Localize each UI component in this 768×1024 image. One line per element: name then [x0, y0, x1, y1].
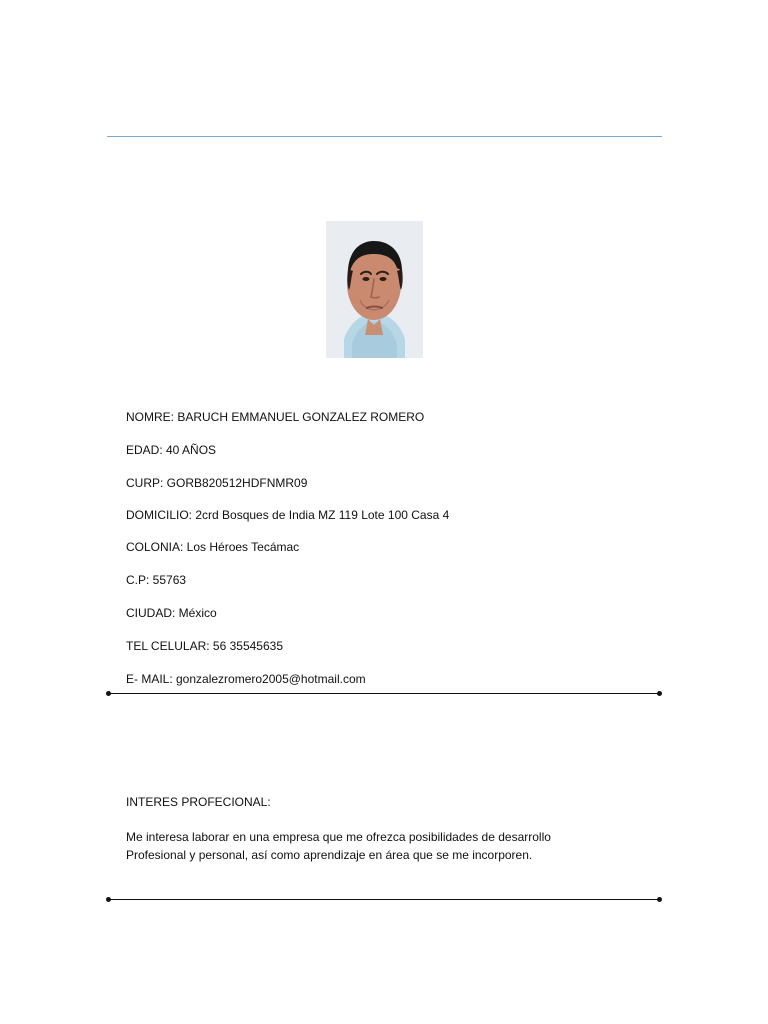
profile-photo [326, 221, 423, 358]
postal-code-line: C.P: 55763 [126, 573, 187, 587]
name-line: NOMRE: BARUCH EMMANUEL GONZALEZ ROMERO [126, 410, 425, 424]
curp-line: CURP: GORB820512HDFNMR09 [126, 476, 308, 490]
section-divider [108, 691, 660, 697]
age-line: EDAD: 40 AÑOS [126, 443, 217, 457]
professional-interest-heading: INTERES PROFECIONAL: [126, 795, 271, 809]
address-line: DOMICILIO: 2crd Bosques de India MZ 119 Lote 100 Casa 4 [126, 508, 450, 522]
bottom-divider [108, 897, 660, 903]
professional-interest-paragraph [126, 828, 596, 864]
top-rule [107, 136, 662, 137]
bottom-divider-right-dot [657, 897, 662, 902]
mobile-phone-line: TEL CELULAR: 56 35545635 [126, 639, 283, 653]
email-line: E- MAIL: gonzalezromero2005@hotmail.com [126, 672, 366, 686]
divider-left-dot [106, 691, 111, 696]
bottom-divider-left-dot [106, 897, 111, 902]
professional-interest-line: Me interesa laborar en una empresa que me ofrezca posibilidades de desarrollo [126, 830, 551, 844]
city-line: CIUDAD: México [126, 606, 217, 620]
professional-interest-line: Profesional y personal, así como aprendizaje en área que se me incorporen. [126, 848, 533, 862]
divider-right-dot [657, 691, 662, 696]
neighborhood-line: COLONIA: Los Héroes Tecámac [126, 540, 300, 554]
